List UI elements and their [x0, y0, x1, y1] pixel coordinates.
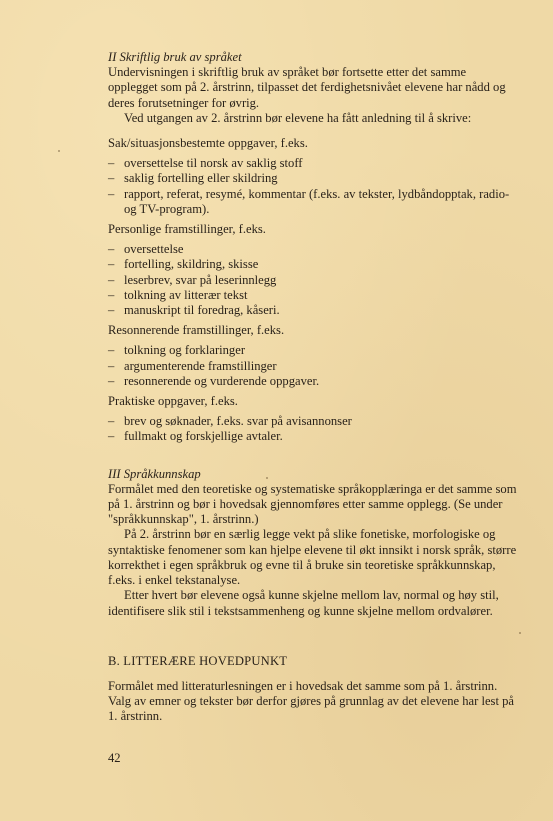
page-number: 42: [108, 750, 121, 765]
list-item: – manuskript til foredrag, kåseri.: [108, 303, 518, 318]
task-list: [108, 156, 518, 217]
paper-speck: [519, 632, 521, 634]
list-item: – fullmakt og forskjellige avtaler.: [108, 429, 518, 444]
list-item: – oversettelse til norsk av saklig stoff: [108, 156, 518, 171]
task-group-label: Personlige framstillinger, f.eks.: [108, 222, 266, 237]
paper-speck: [58, 150, 60, 152]
task-group-label: Praktiske oppgaver, f.eks.: [108, 394, 238, 409]
task-group-label: Sak/situasjonsbestemte oppgaver, f.eks.: [108, 136, 308, 151]
task-group: [108, 136, 518, 217]
task-list: [108, 242, 518, 318]
task-group: [108, 394, 518, 445]
paragraph: På 2. årstrinn bør en særlig legge vekt på slike fonetiske, morfologiske og syntaktiske fenomener som kan hjelpe elevene til økt innsikt i norsk språk, større korrekthet i egen språkbruk og evne til å bruke sin teoretiske språkkunnskap, f.eks. i enkel tekstanalyse.: [108, 527, 517, 588]
section-heading-language-knowledge: III Språkkunnskap: [108, 466, 201, 481]
task-group-label: Resonnerende framstillinger, f.eks.: [108, 323, 285, 338]
list-item: – tolkning og forklaringer: [108, 343, 518, 358]
paragraph: Undervisningen i skriftlig bruk av språket bør fortsette etter det samme opplegget som på 2. årstrinn, tilpasset det ferdighetsnivået elevene har nådd og deres forutsetninger for øvrig.: [108, 65, 506, 110]
list-item: – fortelling, skildring, skisse: [108, 257, 518, 272]
section-heading-literature: B. LITTERÆRE HOVEDPUNKT: [108, 653, 288, 668]
list-item: – argumenterende framstillinger: [108, 359, 518, 374]
task-group: [108, 222, 518, 318]
task-group: [108, 323, 518, 389]
paragraph: Ved utgangen av 2. årstrinn bør elevene ha fått anledning til å skrive:: [124, 110, 472, 125]
list-item: – tolkning av litterær tekst: [108, 288, 518, 303]
task-list: [108, 414, 518, 444]
list-item: – rapport, referat, resymé, kommentar (f.eks. av tekster, lydbåndopptak, radio- og TV-program).: [108, 187, 518, 217]
document-page: [108, 50, 518, 766]
list-item: – brev og søknader, f.eks. svar på avisannonser: [108, 414, 518, 429]
paragraph: Formålet med litteraturlesningen er i hovedsak det samme som på 1. årstrinn. Valg av emner og tekster bør derfor gjøres på grunnlag av det elevene har lest på 1. årstrinn.: [108, 678, 514, 724]
list-item: – resonnerende og vurderende oppgaver.: [108, 374, 518, 389]
list-item: – leserbrev, svar på leserinnlegg: [108, 273, 518, 288]
list-item: – saklig fortelling eller skildring: [108, 171, 518, 186]
section-heading-writing: II Skriftlig bruk av språket: [108, 50, 242, 64]
task-list: [108, 343, 518, 389]
list-item: – oversettelse: [108, 242, 518, 257]
paragraph: Etter hvert bør elevene også kunne skjelne mellom lav, normal og høy stil, identifisere slik stil i tekstsammenheng og kunne skjelne mellom ordvalører.: [108, 588, 499, 618]
paragraph: Formålet med den teoretiske og systematiske språkopplæringa er det samme som på 1. årstrinn og bør i hovedsak gjennomføres etter samme opplegg. (Se under "språkkunnskap", 1. årstrinn.): [108, 481, 517, 527]
